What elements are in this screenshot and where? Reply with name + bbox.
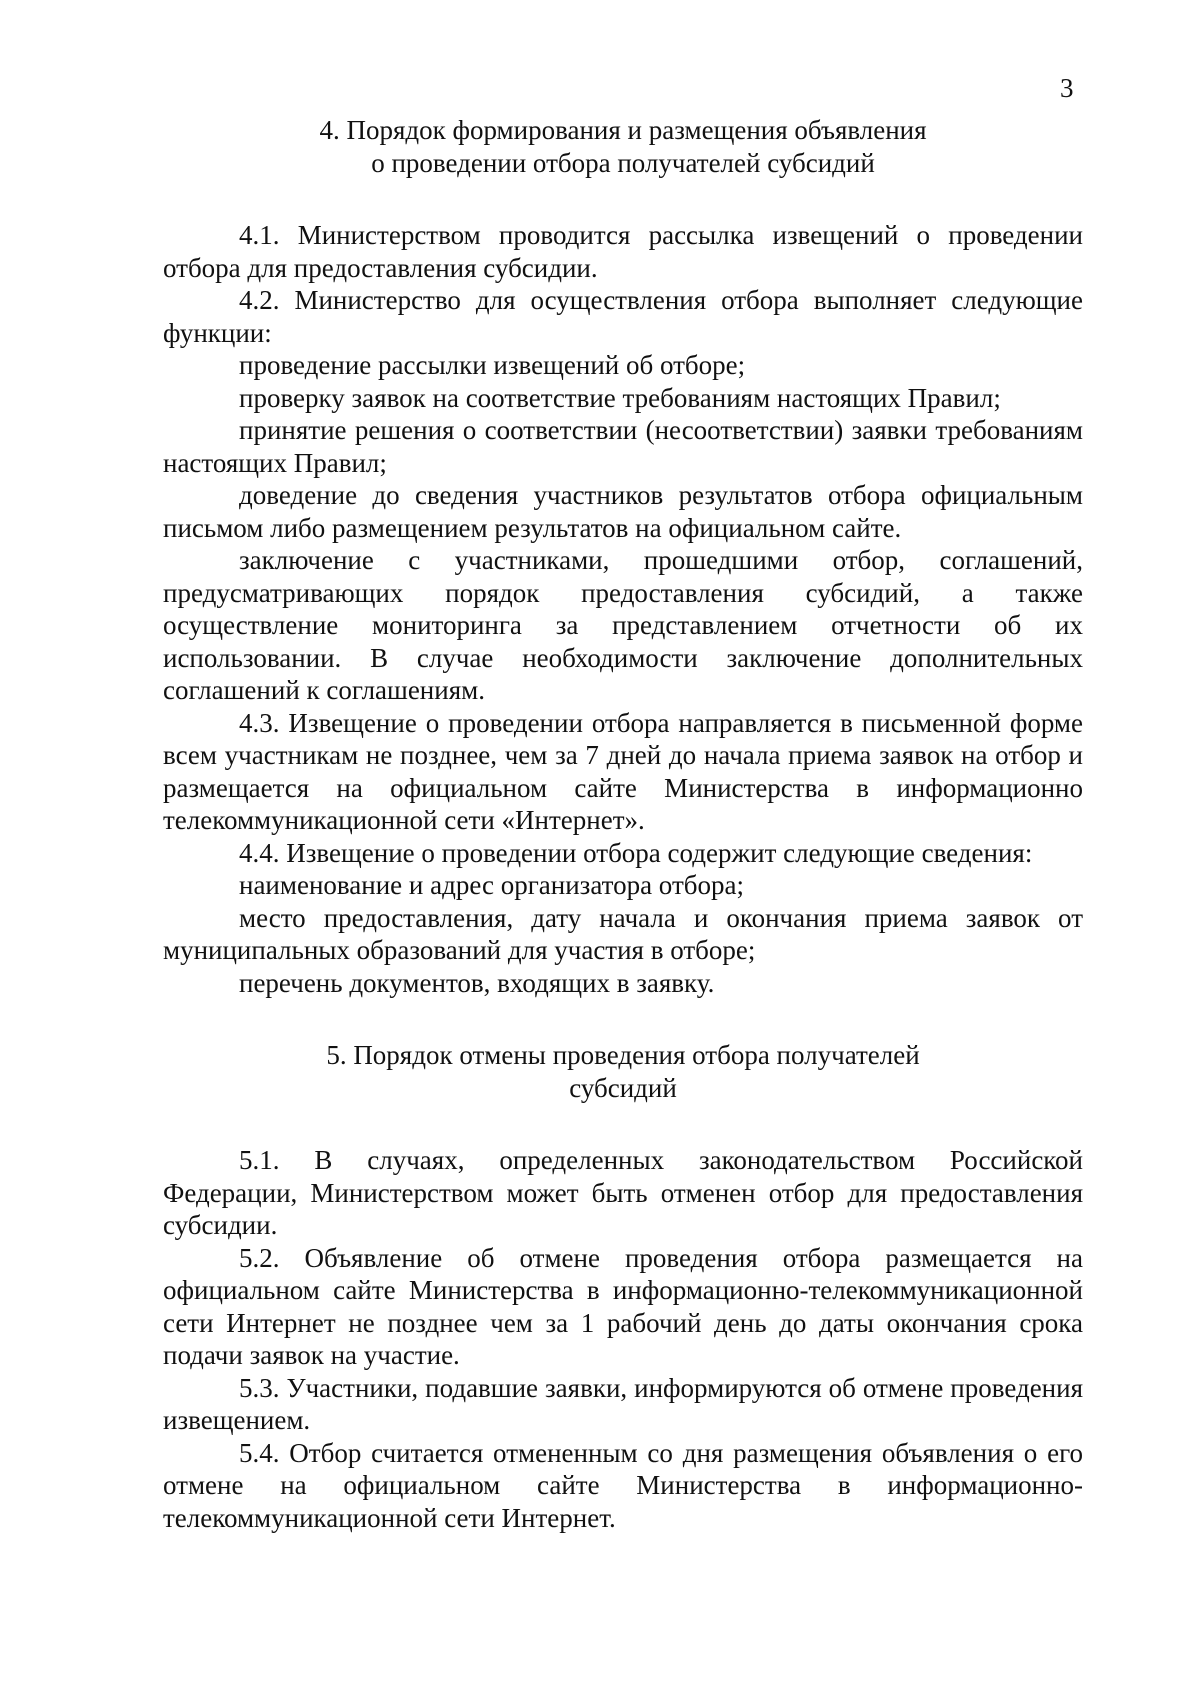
paragraph-4-3: 4.3. Извещение о проведении отбора направляется в письменной форме всем участникам не позднее, чем за 7 дней до начала приема заявок на отбор и размещается на официальном сайте Министерства в информационно телекоммуникационной сети «Интернет». (163, 707, 1083, 835)
list-item-function-2: проверку заявок на соответствие требованиям настоящих Правил; (239, 382, 1001, 413)
paragraph-4-4: 4.4. Извещение о проведении отбора содержит следующие сведения: (239, 837, 1033, 868)
section-4-heading-line-2: о проведении отбора получателей субсидий (371, 147, 875, 178)
list-item-function-3: принятие решения о соответствии (несоответствии) заявки требованиям настоящих Правил; (163, 415, 1083, 478)
document-body (163, 114, 1083, 1534)
section-5-heading (163, 1039, 1083, 1104)
paragraph-4-1: 4.1. Министерством проводится рассылка извещений о проведении отбора для предоставления субсидии. (163, 220, 1083, 283)
paragraph-5-2: 5.2. Объявление об отмене проведения отбора размещается на официальном сайте Министерства в информационно-телекоммуникационной сети Интернет не позднее чем за 1 рабочий день до даты окончания срока подачи заявок на участие. (163, 1242, 1083, 1370)
page-number: 3 (1060, 73, 1074, 103)
section-5-heading-line-2: субсидий (569, 1072, 677, 1103)
list-item-notice-3: перечень документов, входящих в заявку. (239, 967, 715, 998)
list-item-notice-1: наименование и адрес организатора отбора; (239, 870, 744, 900)
list-item-function-5: заключение с участниками, прошедшими отбор, соглашений, предусматривающих порядок предоставления субсидий, а также осуществление мониторинга за представлением отчетности об их использовании. В случае необходимости заключение дополнительных соглашений к соглашениям. (163, 545, 1083, 705)
paragraph-4-2: 4.2. Министерство для осуществления отбора выполняет следующие функции: (163, 285, 1083, 348)
list-item-function-1: проведение рассылки извещений об отборе; (239, 350, 746, 380)
section-4-heading (163, 114, 1083, 179)
paragraph-5-3: 5.3. Участники, подавшие заявки, информируются об отмене проведения извещением. (163, 1372, 1083, 1435)
paragraph-5-1: 5.1. В случаях, определенных законодательством Российской Федерации, Министерством может быть отменен отбор для предоставления субсидии. (163, 1145, 1083, 1240)
list-item-function-4: доведение до сведения участников результатов отбора официальным письмом либо размещением результатов на официальном сайте. (163, 480, 1083, 543)
section-5-heading-line-1: 5. Порядок отмены проведения отбора получателей (326, 1040, 920, 1070)
list-item-notice-2: место предоставления, дату начала и окончания приема заявок от муниципальных образований для участия в отборе; (163, 902, 1083, 965)
section-4-heading-line-1: 4. Порядок формирования и размещения объявления (319, 115, 927, 145)
paragraph-5-4: 5.4. Отбор считается отмененным со дня размещения объявления о его отмене на официальном сайте Министерства в информационно-телекоммуникационной сети Интернет. (163, 1437, 1083, 1533)
